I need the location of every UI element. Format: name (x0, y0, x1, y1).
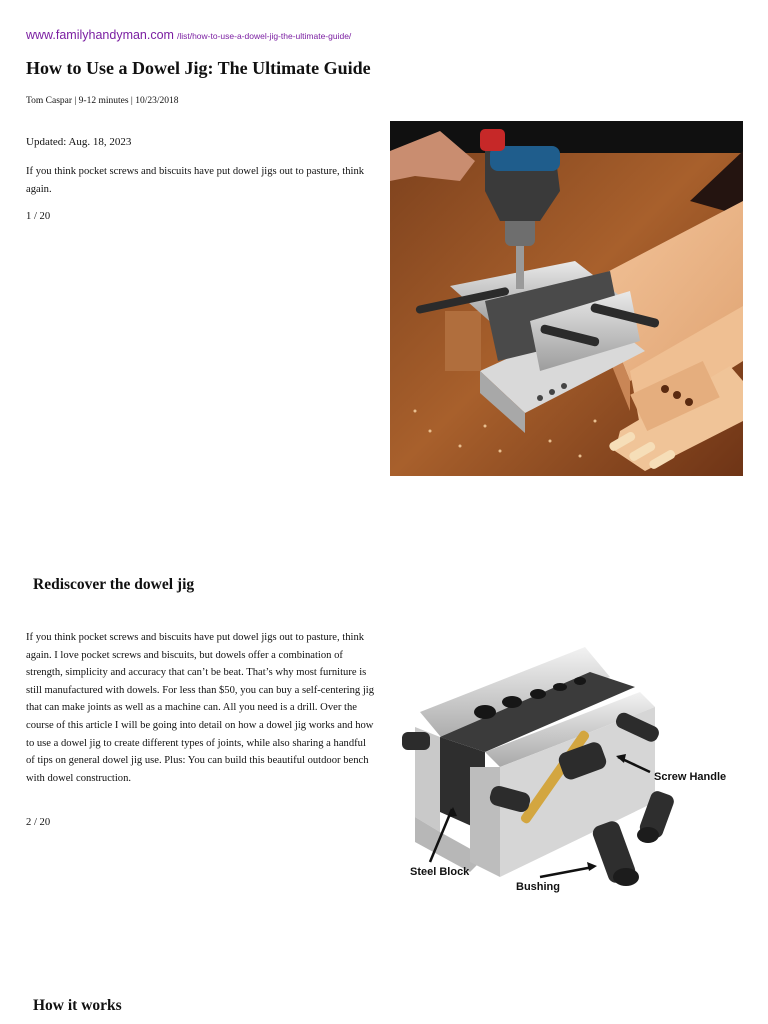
updated-date: Updated: Aug. 18, 2023 (26, 136, 132, 148)
steel-block-label: Steel Block (410, 866, 470, 878)
dowel-jig-drill-photo (390, 121, 743, 476)
slide-counter-1: 1 / 20 (26, 211, 51, 222)
article-title: How to Use a Dowel Jig: The Ultimate Guide (26, 58, 371, 78)
article-byline: Tom Caspar | 9-12 minutes | 10/23/2018 (26, 96, 179, 106)
dowel-jig-anatomy-photo (390, 617, 743, 971)
slide-counter-2: 2 / 20 (26, 817, 51, 828)
bushing-label: Bushing (516, 881, 560, 893)
url-path[interactable]: /list/how-to-use-a-dowel-jig-the-ultimate-guide/ (176, 31, 352, 41)
screw-handle-label: Screw Handle (654, 771, 727, 783)
section-heading-how-it-works: How it works (33, 997, 122, 1014)
section-heading-rediscover: Rediscover the dowel jig (33, 576, 195, 593)
url-domain[interactable]: www.familyhandyman.com (26, 28, 174, 42)
source-url[interactable] (26, 26, 351, 44)
intro-paragraph: If you think pocket screws and biscuits have put dowel jigs out to pasture, think again. (26, 166, 365, 195)
section-body-rediscover: If you think pocket screws and biscuits have put dowel jigs out to pasture, think again. I love pocket screws and biscuits, but dowels offer a combination of strength, simplicity and accuracy that can’t be beat. That’s why most furniture is still manufactured with dowels. For less than $50, you can buy a self-centering jig that can make joints as well as a machine can. All you need is a drill. Over the course of this article I will be going into detail on how a dowel jig works and how to use a dowel jig to create different types of joints, while also sharing a handful of tips on general dowel jig use. Plus: You can build this beautiful outdoor bench with dowel construction. (26, 632, 375, 784)
